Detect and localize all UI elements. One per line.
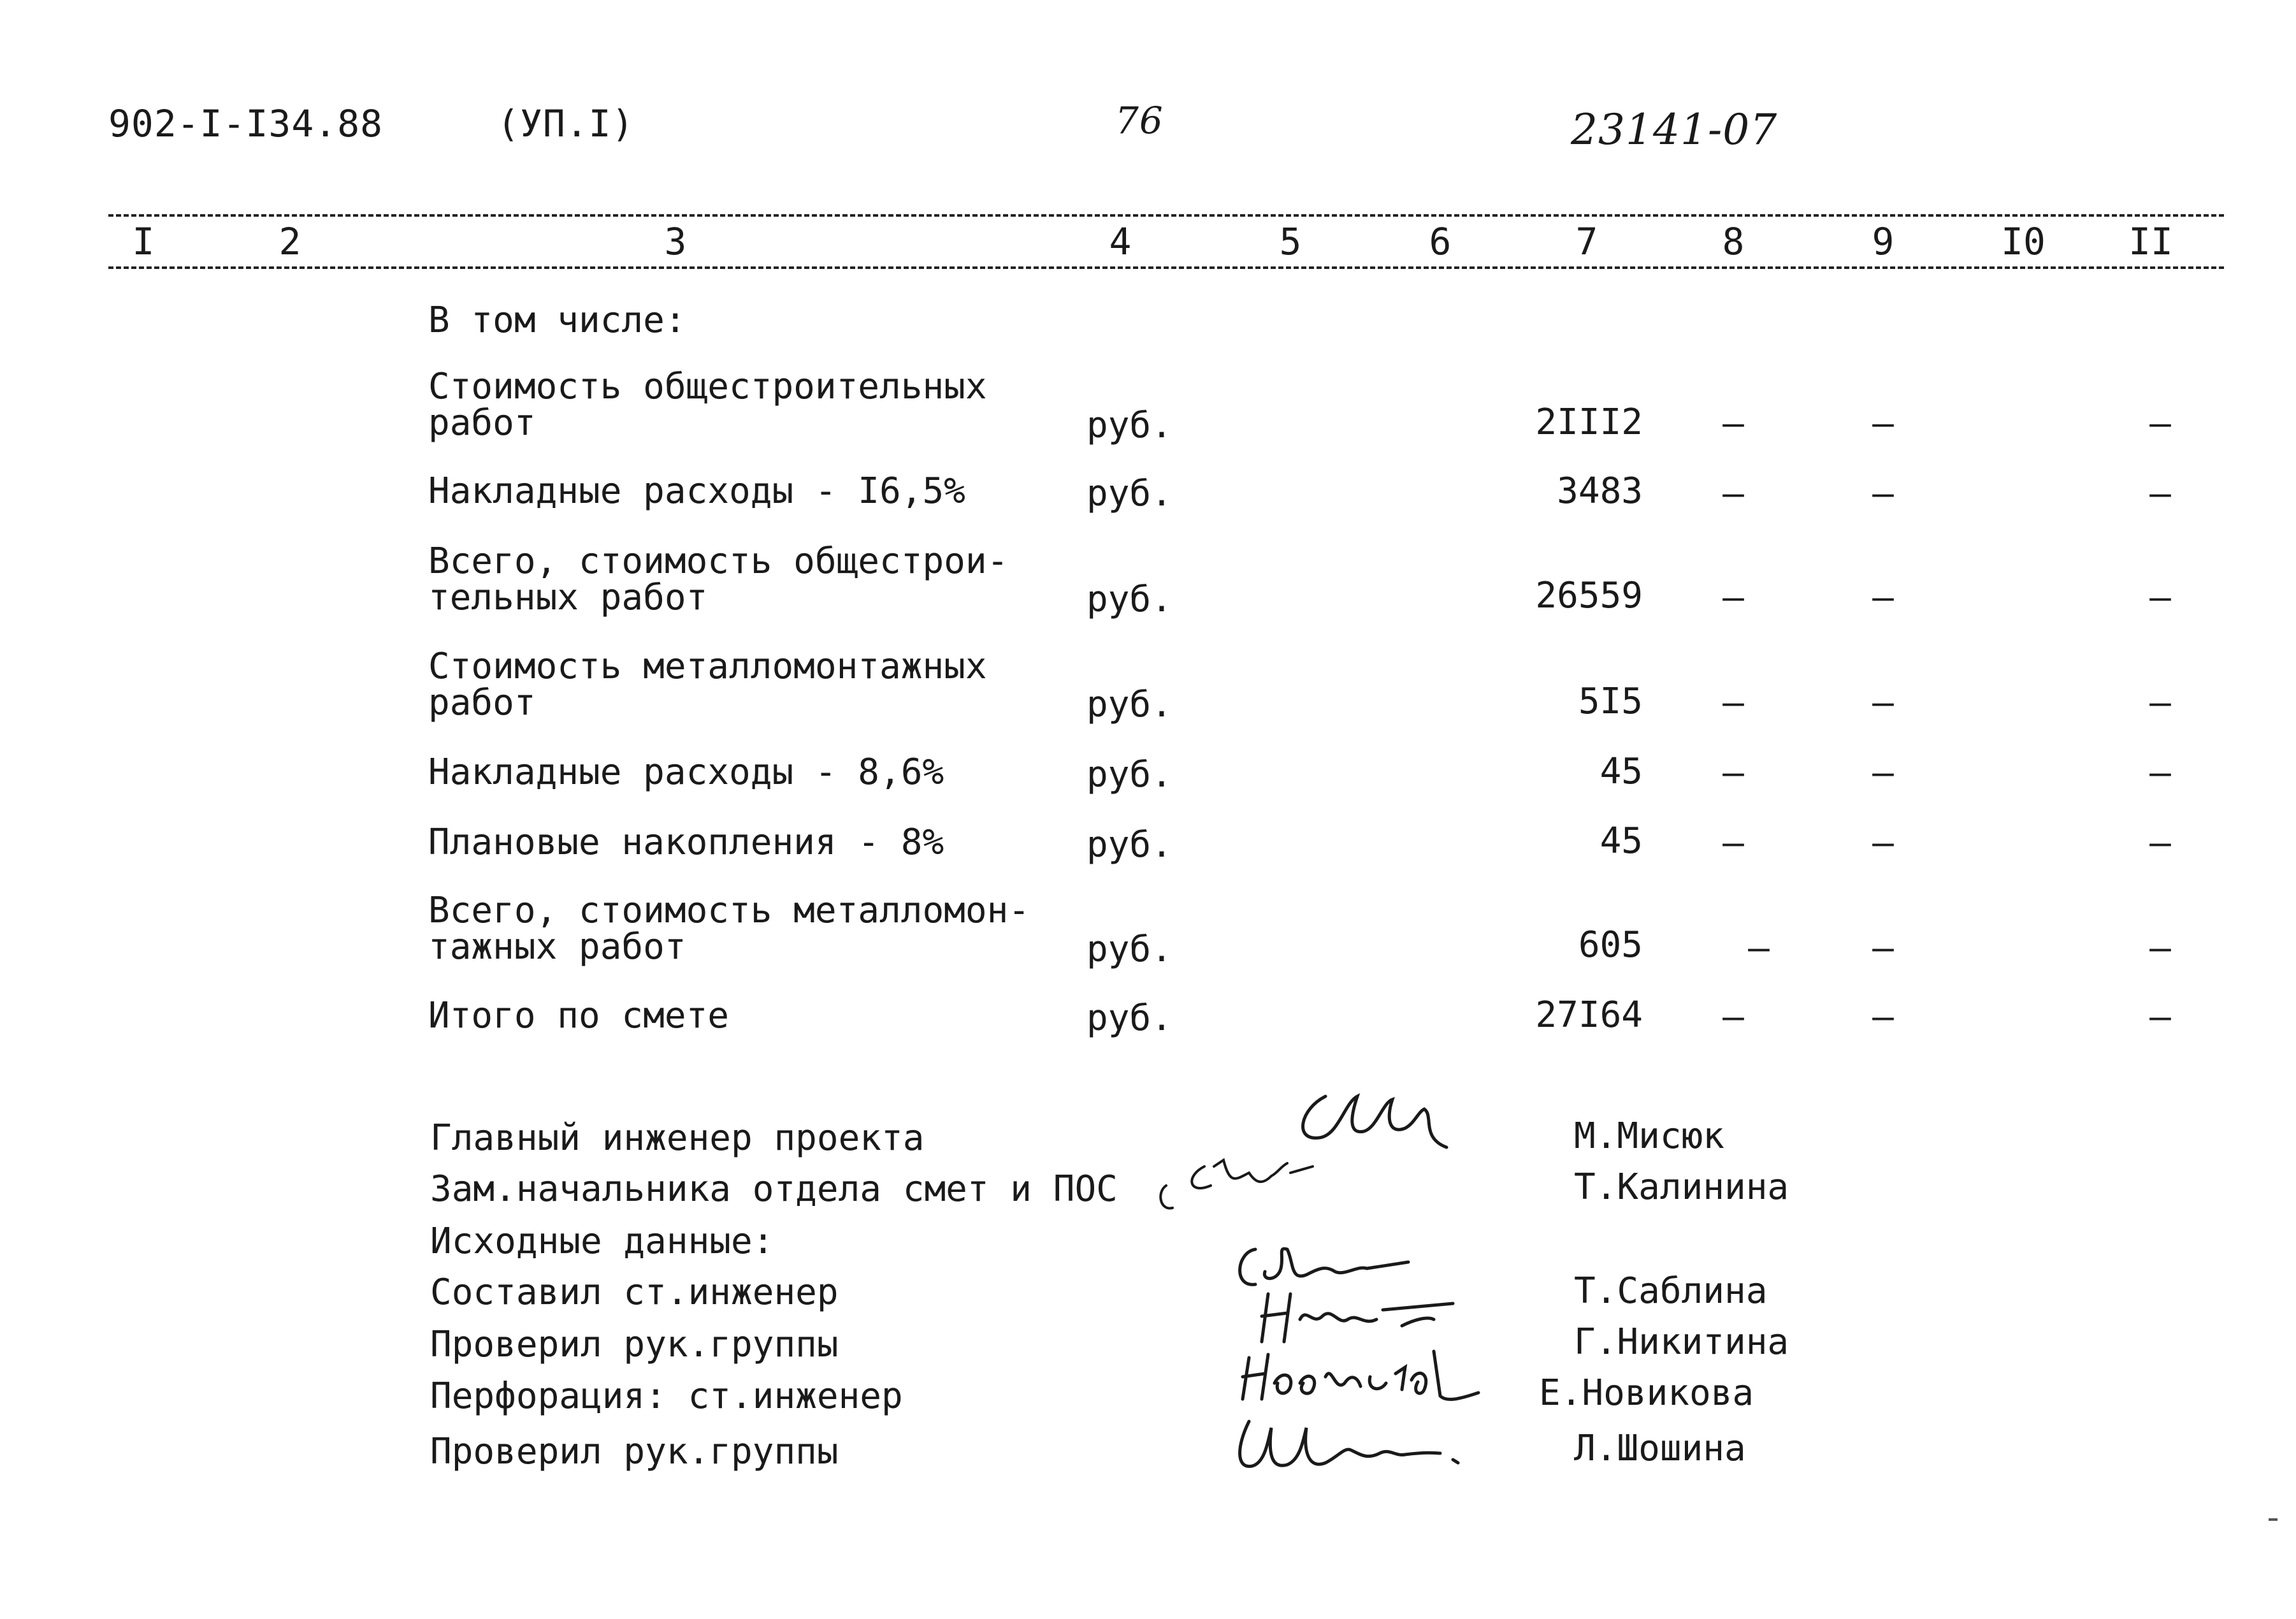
row-7-col11: –	[2149, 927, 2171, 969]
signature-role-2: Зам.начальника отдела смет и ПОС	[430, 1168, 1118, 1210]
row-4-value: 5I5	[1578, 681, 1643, 722]
column-number-4: 4	[1109, 220, 1132, 263]
section-title: В том числе:	[428, 300, 686, 341]
signature-novikova	[1230, 1339, 1498, 1409]
inventory-number: 23141-07	[1571, 105, 1778, 154]
row-8-label	[428, 995, 730, 1036]
signature-role-6: Перфорация: ст.инженер	[430, 1376, 903, 1417]
row-4-label	[428, 648, 987, 721]
column-number-10: I0	[2001, 220, 2046, 263]
row-3-label-line-2: тельных работ	[428, 577, 708, 618]
album-label: (УП.I)	[497, 102, 635, 145]
row-5-col8: –	[1722, 752, 1744, 794]
row-7-unit: руб.	[1087, 929, 1173, 970]
row-3-col9: –	[1872, 577, 1894, 618]
signature-name-5: Г.Никитина	[1574, 1321, 1789, 1363]
row-5-unit: руб.	[1087, 754, 1173, 795]
row-3-label-line-1: Всего, стоимость общестрои-	[428, 541, 1009, 582]
row-7-label	[428, 890, 1030, 968]
signature-role-7: Проверил рук.группы	[430, 1431, 839, 1472]
column-number-11: II	[2128, 220, 2173, 263]
signature-role-1: Главный инженер проекта	[430, 1117, 925, 1159]
row-6-col11: –	[2149, 822, 2171, 864]
signature-name-2: Т.Калинина	[1574, 1166, 1789, 1208]
row-7-label-line-2: тажных работ	[428, 926, 686, 968]
row-7-label-line-1: Всего, стоимость металломон-	[428, 890, 1030, 931]
row-6-col8: –	[1722, 822, 1744, 864]
row-2-value: 3483	[1557, 470, 1643, 512]
row-1-label-line-1: Стоимость общестроительных	[428, 366, 987, 407]
row-2-unit: руб.	[1087, 473, 1173, 514]
row-7-value: 605	[1578, 924, 1643, 966]
column-number-5: 5	[1279, 220, 1302, 263]
header-rule-bottom	[108, 266, 2224, 269]
signature-role-4: Составил ст.инженер	[430, 1272, 839, 1313]
row-3-label	[428, 543, 1008, 616]
signature-name-7: Л.Шошина	[1574, 1428, 1746, 1469]
row-1-value: 2III2	[1535, 402, 1643, 443]
signature-shoshina	[1224, 1409, 1491, 1479]
row-1-col8: –	[1722, 403, 1744, 444]
row-6-col9: –	[1872, 822, 1894, 864]
signature-name-6: Е.Новикова	[1539, 1372, 1754, 1414]
signature-name-1: М.Мисюк	[1574, 1115, 1725, 1157]
row-4-unit: руб.	[1087, 684, 1173, 725]
column-number-3: 3	[664, 220, 687, 263]
row-1-label	[428, 366, 987, 444]
column-number-2: 2	[278, 220, 301, 263]
row-2-col11: –	[2149, 473, 2171, 514]
row-1-col11: –	[2149, 403, 2171, 444]
row-8-unit: руб.	[1087, 998, 1173, 1039]
row-5-label-line-1: Накладные расходы - 8,6%	[428, 751, 944, 793]
scan-mark	[2269, 1518, 2278, 1521]
row-7-col9: –	[1872, 927, 1894, 969]
column-number-8: 8	[1722, 220, 1745, 263]
row-1-label-line-2: работ	[428, 402, 536, 444]
row-5-col11: –	[2149, 752, 2171, 794]
signature-role-5: Проверил рук.группы	[430, 1324, 839, 1365]
row-4-col9: –	[1872, 682, 1894, 723]
row-8-value: 27I64	[1535, 994, 1643, 1036]
row-2-label-line-1: Накладные расходы - I6,5%	[428, 470, 965, 512]
row-6-unit: руб.	[1087, 824, 1173, 866]
row-5-label	[428, 751, 944, 793]
row-6-label	[428, 822, 944, 863]
row-3-col11: –	[2149, 577, 2171, 618]
row-5-col9: –	[1872, 752, 1894, 794]
row-8-col11: –	[2149, 996, 2171, 1038]
page-number: 76	[1115, 99, 1164, 142]
signature-name-4: Т.Саблина	[1574, 1270, 1768, 1312]
column-number-7: 7	[1575, 220, 1598, 263]
row-2-col9: –	[1872, 473, 1894, 514]
row-3-unit: руб.	[1087, 579, 1173, 620]
signature-role-3: Исходные данные:	[430, 1221, 774, 1262]
signature-kalinina	[1153, 1147, 1332, 1217]
document-code: 902-I-I34.88	[108, 102, 384, 145]
row-2-col8: –	[1722, 473, 1744, 514]
row-7-col8: –	[1748, 927, 1770, 969]
row-8-col9: –	[1872, 996, 1894, 1038]
row-3-col8: –	[1722, 577, 1744, 618]
column-number-1: I	[132, 220, 155, 263]
row-1-unit: руб.	[1087, 405, 1173, 446]
row-4-col8: –	[1722, 682, 1744, 723]
header-rule-top	[108, 214, 2224, 217]
row-4-label-line-2: работ	[428, 682, 536, 723]
row-6-value: 45	[1599, 820, 1643, 862]
row-3-value: 26559	[1535, 575, 1643, 616]
row-8-label-line-1: Итого по смете	[428, 995, 730, 1036]
row-5-value: 45	[1599, 751, 1643, 792]
column-number-9: 9	[1872, 220, 1895, 263]
row-1-col9: –	[1872, 403, 1894, 444]
row-6-label-line-1: Плановые накопления - 8%	[428, 822, 944, 863]
row-2-label	[428, 470, 965, 512]
row-4-col11: –	[2149, 682, 2171, 723]
row-4-label-line-1: Стоимость металломонтажных	[428, 646, 987, 687]
row-8-col8: –	[1722, 996, 1744, 1038]
column-number-6: 6	[1429, 220, 1452, 263]
